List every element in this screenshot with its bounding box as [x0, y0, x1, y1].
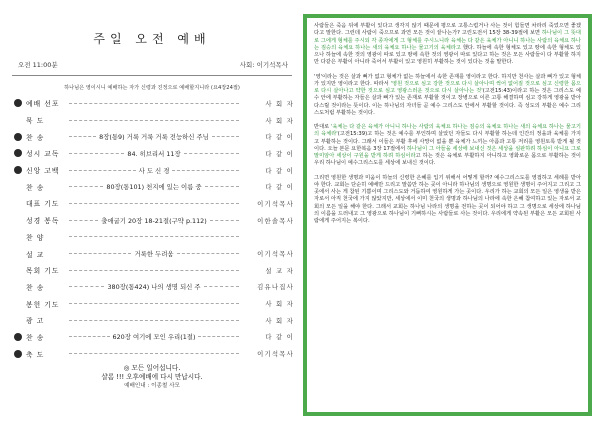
order-item-middle: [66, 270, 242, 271]
order-item-content: 84. 히브리서 11장: [127, 149, 181, 158]
order-row: [10, 145, 294, 162]
dashed-leader: [69, 186, 103, 187]
dashed-leader: [69, 286, 104, 287]
dashed-leader: [69, 320, 239, 321]
dashed-leader: [205, 186, 239, 187]
order-item-middle: [66, 149, 242, 158]
order-item-name: 대표 기도: [26, 200, 60, 209]
order-item-content: 8장(통9) 거룩 거룩 거룩 전능하신 주님: [99, 133, 209, 142]
dashed-leader: [172, 170, 239, 171]
order-item-name: 축 도: [26, 350, 45, 359]
order-item-middle: [66, 303, 242, 304]
order-item-leader: 사 회 자: [265, 116, 294, 125]
order-row: [10, 195, 294, 212]
footer-line-1: ◎ 모든 일어섭니다.: [123, 364, 181, 372]
dashed-leader: [69, 353, 239, 354]
order-item-leader: 김유나집사: [257, 283, 294, 292]
sermon-text: 고 하는 것은 육체로 부활하지 아니하고 영화로운 몸으로 부활하는 것이 우리 하나님이 예수그리스도를 세상에 보내신 것이다.: [314, 153, 581, 167]
bulletin-footer: [10, 364, 294, 391]
dashed-leader: [198, 336, 239, 337]
dashed-leader: [69, 136, 96, 137]
footer-line-3: 예배인내 : 이종철 사모: [124, 383, 180, 389]
order-item-leader: 사 회 자: [265, 300, 294, 309]
dashed-leader: [177, 253, 239, 254]
order-row: [10, 229, 294, 246]
order-item-leader: 다 같 이: [265, 133, 294, 142]
sermon-text: 했다. 하늘에 속한 형체도 있고 땅에 속한 형체도 있으나 하늘에 속한 것의 영광이 따로 있고 땅에 속한 것의 영광이 따로 있다고 하는 것은 모든 사람들이 다 부활할 하지만 다같은 부활이 아니라 죽어서 부활이 있고 영원히 부활하는 것이 있다는 것을 말한다.: [314, 44, 581, 66]
order-item-content: 80장(통101) 천지에 있는 이름 중: [106, 183, 202, 192]
dashed-leader: [69, 236, 239, 237]
order-item-leader: 이기석목사: [257, 350, 294, 359]
sermon-panel: [303, 14, 592, 416]
order-row: [10, 212, 294, 229]
order-item-name: 묵 도: [26, 117, 45, 126]
order-item-content: 거룩한 두려움: [134, 250, 174, 259]
order-item-middle: [66, 332, 242, 341]
order-item-leader: 다 같 이: [265, 183, 294, 192]
presider-label: 사회: 이기석목사: [239, 61, 288, 69]
order-item-name: 광 고: [26, 317, 45, 326]
order-item-content: 출애굽기 20장 18-21절(구약 p.112): [101, 216, 207, 225]
dashed-leader: [212, 136, 239, 137]
dashed-leader: [69, 336, 110, 337]
order-item-middle: [66, 103, 242, 104]
order-item-name: 봉헌 기도: [26, 300, 60, 309]
order-item-content: 사 도 신 경: [138, 166, 170, 175]
scripture-quote: 하나님이 그 뜻대로 그에게 형체를 주시되 각 종자에게 그 형체를 주시느니라 육체는 다 같은 육체가 아니니 하나는 사람의 육체요 하나는 짐승의 육체요 하나는 새의 육체요 하나는 물고기의 육체라고: [314, 30, 581, 51]
scripture-quote: '영원 것으로 심고 강한 것으로 다시 살아나며 썩어 없어질 것으로 심고 신령한 몸으로 다시 살아나고 약한 것으로 심고 영광스러운 것으로 다시 살아나는 것': [314, 80, 582, 94]
order-item-middle: [66, 282, 242, 291]
order-row: [10, 295, 294, 312]
dashed-leader: [69, 270, 239, 271]
order-item-middle: [66, 216, 242, 225]
order-row: [10, 329, 294, 346]
order-item-name: 설 교: [26, 250, 45, 259]
order-item-name: 목회 기도: [26, 267, 60, 276]
order-item-middle: [66, 132, 242, 141]
order-item-leader: 설 교 자: [265, 266, 294, 275]
dashed-leader: [69, 120, 239, 121]
bulletin-meta: [10, 60, 294, 69]
standing-bullet-icon: [14, 133, 22, 141]
order-item-name: 신앙 고백: [26, 167, 60, 176]
dashed-leader: [69, 220, 98, 221]
call-to-worship-verse: 하나님은 영이시니 예배하는 자가 신령과 진정으로 예배할지니라 (요4장24절): [64, 85, 240, 91]
sermon-text: '영'이라는 것은 살과 뼈가 없고 형체가 없는 하늘에서 속한 존재를 영이라고 한다. 하지만 천사는 살과 뼈가 있고 형체가 있지만 영이라고 한다. 따라서: [314, 73, 581, 87]
order-row: [10, 112, 294, 129]
scripture-quote: '육체는 다 같은 육체가 아니니 하나는 사람의 육체요 하나는 짐승의 육체요 하나는 새의 육체요 하나는 물고기의 육체라': [314, 124, 581, 138]
dashed-leader: [69, 303, 239, 304]
order-of-worship: [10, 95, 294, 362]
dashed-leader: [69, 203, 239, 204]
dashed-leader: [184, 153, 239, 154]
order-row: [10, 245, 294, 262]
order-item-name: 찬 송: [26, 133, 45, 142]
dashed-leader: [69, 153, 124, 154]
order-item-content: 380장(통424) 나의 생명 되신 주: [107, 283, 201, 292]
order-row: [10, 312, 294, 329]
order-row: [10, 162, 294, 179]
sermon-text: 반대로: [314, 124, 331, 130]
divider: [12, 75, 292, 76]
order-item-middle: [66, 166, 242, 175]
order-item-leader: 다 같 이: [265, 166, 294, 175]
order-row: [10, 345, 294, 362]
service-time: 오전 11:00분: [18, 61, 58, 69]
order-item-middle: [66, 353, 242, 354]
sermon-text: 사람들은 죽음 뒤에 부활이 있다고 생각지 않기 때문에 평으로 고통스럽거나 사는 것이 힘들면 차라리 죽었으면 좋겠다고 말한다. 그런데 사람이 죽으므로 과연 모든 것이 끝나는가? 고린도전서 15장 38-39절에 보면: [314, 23, 581, 37]
dashed-leader: [204, 286, 239, 287]
order-item-content: 620장 여기에 모인 우리(1절): [112, 333, 196, 342]
dashed-leader: [69, 170, 136, 171]
standing-bullet-icon: [14, 149, 22, 157]
order-item-name: 예배 선포: [26, 100, 60, 109]
order-item-middle: [66, 249, 242, 258]
dashed-leader: [69, 253, 131, 254]
standing-bullet-icon: [14, 333, 22, 341]
standing-bullet-icon: [14, 350, 22, 358]
order-item-middle: [66, 236, 242, 237]
footer-line-2: 샬롬 !!! 오후예배에 다시 만납시다.: [101, 373, 203, 381]
order-item-name: 찬 송: [26, 183, 45, 192]
standing-bullet-icon: [14, 166, 22, 174]
dashed-leader: [210, 220, 239, 221]
order-row: [10, 95, 294, 112]
order-item-middle: [66, 320, 242, 321]
scripture-quote: 하나님이 그 아들을 세상에 보내신 것은 세상을 심판하려 하심이 아니요 그로 말미암아 세상이 구원을 받게 하려 하심이라: [314, 145, 582, 159]
order-item-middle: [66, 120, 242, 121]
order-item-name: 찬 송: [26, 283, 45, 292]
order-item-name: 찬 양: [26, 233, 45, 242]
order-row: [10, 128, 294, 145]
order-row: [10, 279, 294, 296]
order-item-middle: [66, 182, 242, 191]
order-item-leader: 이기석목사: [257, 250, 294, 259]
sermon-paragraph: [314, 23, 581, 67]
sermon-paragraph: [314, 74, 581, 118]
order-item-leader: 이한솔목사: [257, 216, 294, 225]
order-item-leader: 다 같 이: [265, 333, 294, 342]
bulletin-title: 주일 오전 예배: [93, 32, 211, 46]
sermon-paragraph: [314, 175, 581, 226]
bulletin-panel: [10, 8, 294, 418]
sermon-text: (고전15:43)이라고 하는 것은 그리스도 예수 안에 부활하는 자들은 살과 뼈가 있는 존재로 부활할 것이고 장병으로 이른 고통 해결하며 심고 강하게 영광을 받아 다스릴 것이라는 뜻이다. 이는 하나님의 자녀들 곧 예수 그리스도 안에서 부활할 것이다. 즉 성도의 부활은 예수 그리스도처럼 부활하는 것이다.: [314, 88, 581, 116]
sermon-paragraph: [314, 124, 581, 168]
order-item-middle: [66, 203, 242, 204]
order-item-name: 성경 봉독: [26, 217, 60, 226]
order-item-leader: 사 회 자: [265, 316, 294, 325]
order-row: [10, 178, 294, 195]
sermon-text: 그리면 영원한 생명과 미움이 하늘의 신령한 은혜를 입기 위해서 어떻게 할까? 예수그리스도를 영접하고 세례를 받아야 한다. 교회는 단순히 예배만 드리고 말씀만 하는 곳이 아니라 하나님의 생명으로 영원한 생명이 주어지고 그리고 그곳에서 사는 게 참된 기쁨이며 그리스도와 거듭하여 영원하게 가는 곳이다. 우리가 하는 교회의 모든 일은 영생을 받은 자로서 아직 천국에 가지 않았지만, 세상에서 이미 천국의 생명과 하나님의 나라에 속한 은혜 참여하고 있는 자로서 교회의 모든 일을 해야 한다. 그래서 교회는 하나님 나라의 생명을 전하는 곳이 되어야 하고 그 생명으로 세상에 하나님의 이름을 드러내고 그 영광으로 하나님이 기뻐하시는 사람들로 사는 것이다. 우리에게 약속된 부활은 모든 교회된 사람에게 주어지는 복이다.: [314, 174, 581, 224]
standing-bullet-icon: [14, 99, 22, 107]
dashed-leader: [69, 103, 239, 104]
sermon-text: (고전15:39)고 하는 것은 예수를 부인하며 살았던 자들도 다시 부활할 하는데 인간의 정을과 육체를 가지고 부활하는 것이다. 그래서 이들은 부활 후에 사망이 없을 뿐 육체가 느끼는 아픔과 고통 저리를 영원토록 받게 될 것이다. 오늘 본문 요한복음 3장 17절에서: [314, 131, 581, 152]
order-item-name: 찬 송: [26, 333, 45, 342]
order-item-leader: 다 같 이: [265, 149, 294, 158]
order-item-leader: 이기석목사: [257, 199, 294, 208]
order-item-leader: 사 회 자: [265, 99, 294, 108]
order-row: [10, 262, 294, 279]
order-item-name: 성시 교독: [26, 150, 60, 159]
